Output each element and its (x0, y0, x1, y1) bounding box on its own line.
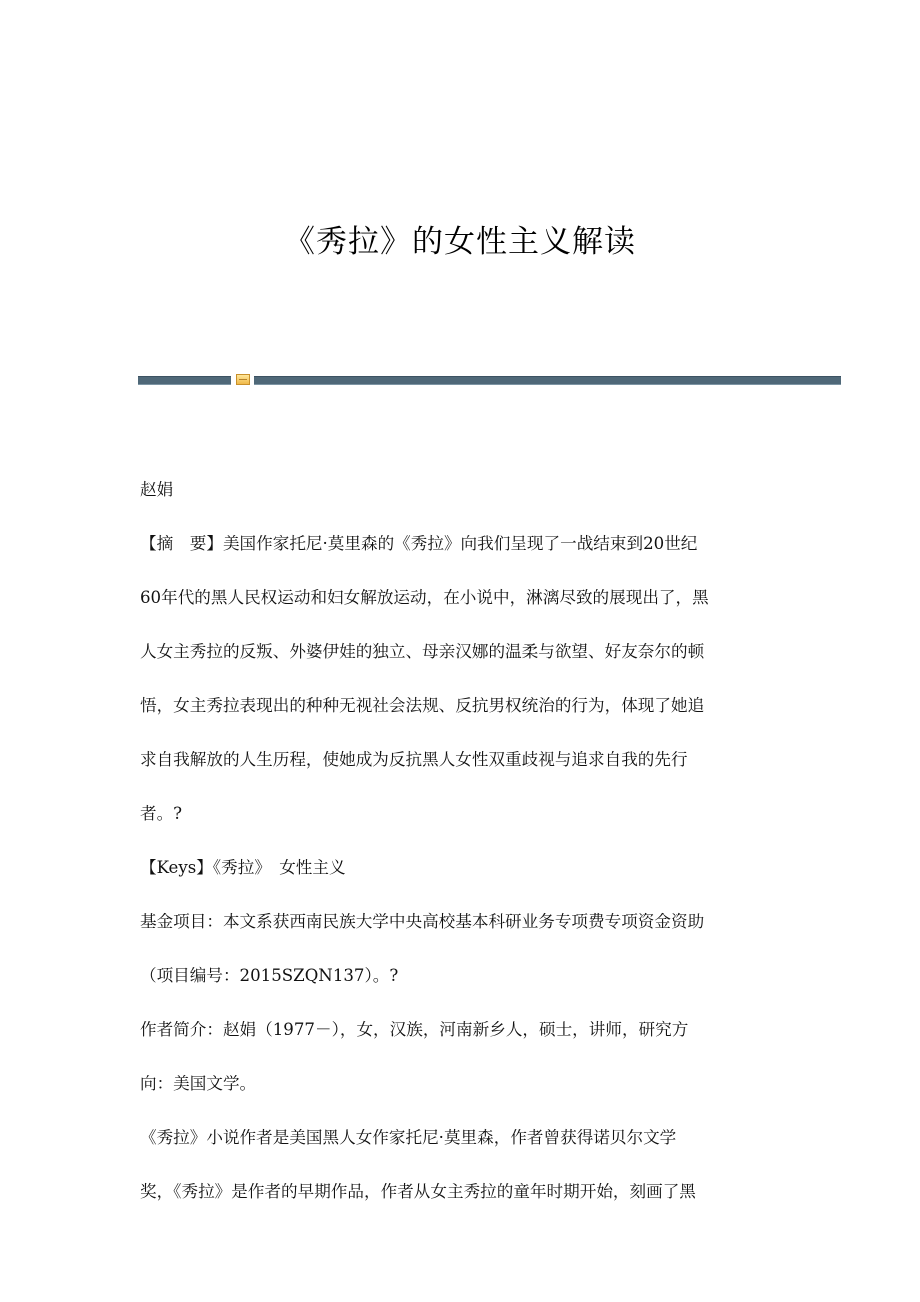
abstract-line: 者。? (140, 804, 183, 823)
author-bio (140, 1006, 785, 1108)
body-line: 《秀拉》小说作者是美国黑人女作家托尼·莫里森，作者曾获得诺贝尔文学 (140, 1128, 677, 1147)
divider-ornament-icon (236, 374, 250, 385)
title-divider (138, 374, 841, 384)
page-title: 《秀拉》的女性主义解读 (284, 224, 636, 260)
body-line: 奖，《秀拉》是作者的早期作品，作者从女主秀拉的童年时期开始，刻画了黑 (140, 1182, 696, 1201)
fund-line: （项目编号：2015SZQN137）。? (140, 966, 399, 985)
abstract (140, 520, 785, 838)
abstract-line: 悟，女主秀拉表现出的种种无视社会法规、反抗男权统治的行为，体现了她追 (140, 696, 705, 715)
fund-note (140, 898, 785, 1000)
fund-line: 基金项目：本文系获西南民族大学中央高校基本科研业务专项费专项资金资助 (140, 912, 705, 931)
abstract-line: 【摘 要】美国作家托尼·莫里森的《秀拉》向我们呈现了一战结束到20世纪 (140, 534, 698, 553)
divider-bar-left (138, 376, 231, 385)
body-text (140, 1114, 785, 1216)
abstract-line: 60年代的黑人民权运动和妇女解放运动，在小说中，淋漓尽致的展现出了，黑 (140, 588, 709, 607)
abstract-line: 求自我解放的人生历程，使她成为反抗黑人女性双重歧视与追求自我的先行 (140, 750, 688, 769)
author-name: 赵娟 (140, 480, 174, 499)
divider-bar-right (254, 376, 841, 385)
document-body (140, 466, 785, 1222)
abstract-line: 人女主秀拉的反叛、外婆伊娃的独立、母亲汉娜的温柔与欲望、好友奈尔的顿 (140, 642, 705, 661)
bio-line: 作者简介：赵娟（1977－），女，汉族，河南新乡人，硕士，讲师，研究方 (140, 1020, 689, 1039)
keywords: 【Keys】《秀拉》 女性主义 (140, 858, 346, 877)
bio-line: 向：美国文学。 (140, 1074, 257, 1093)
